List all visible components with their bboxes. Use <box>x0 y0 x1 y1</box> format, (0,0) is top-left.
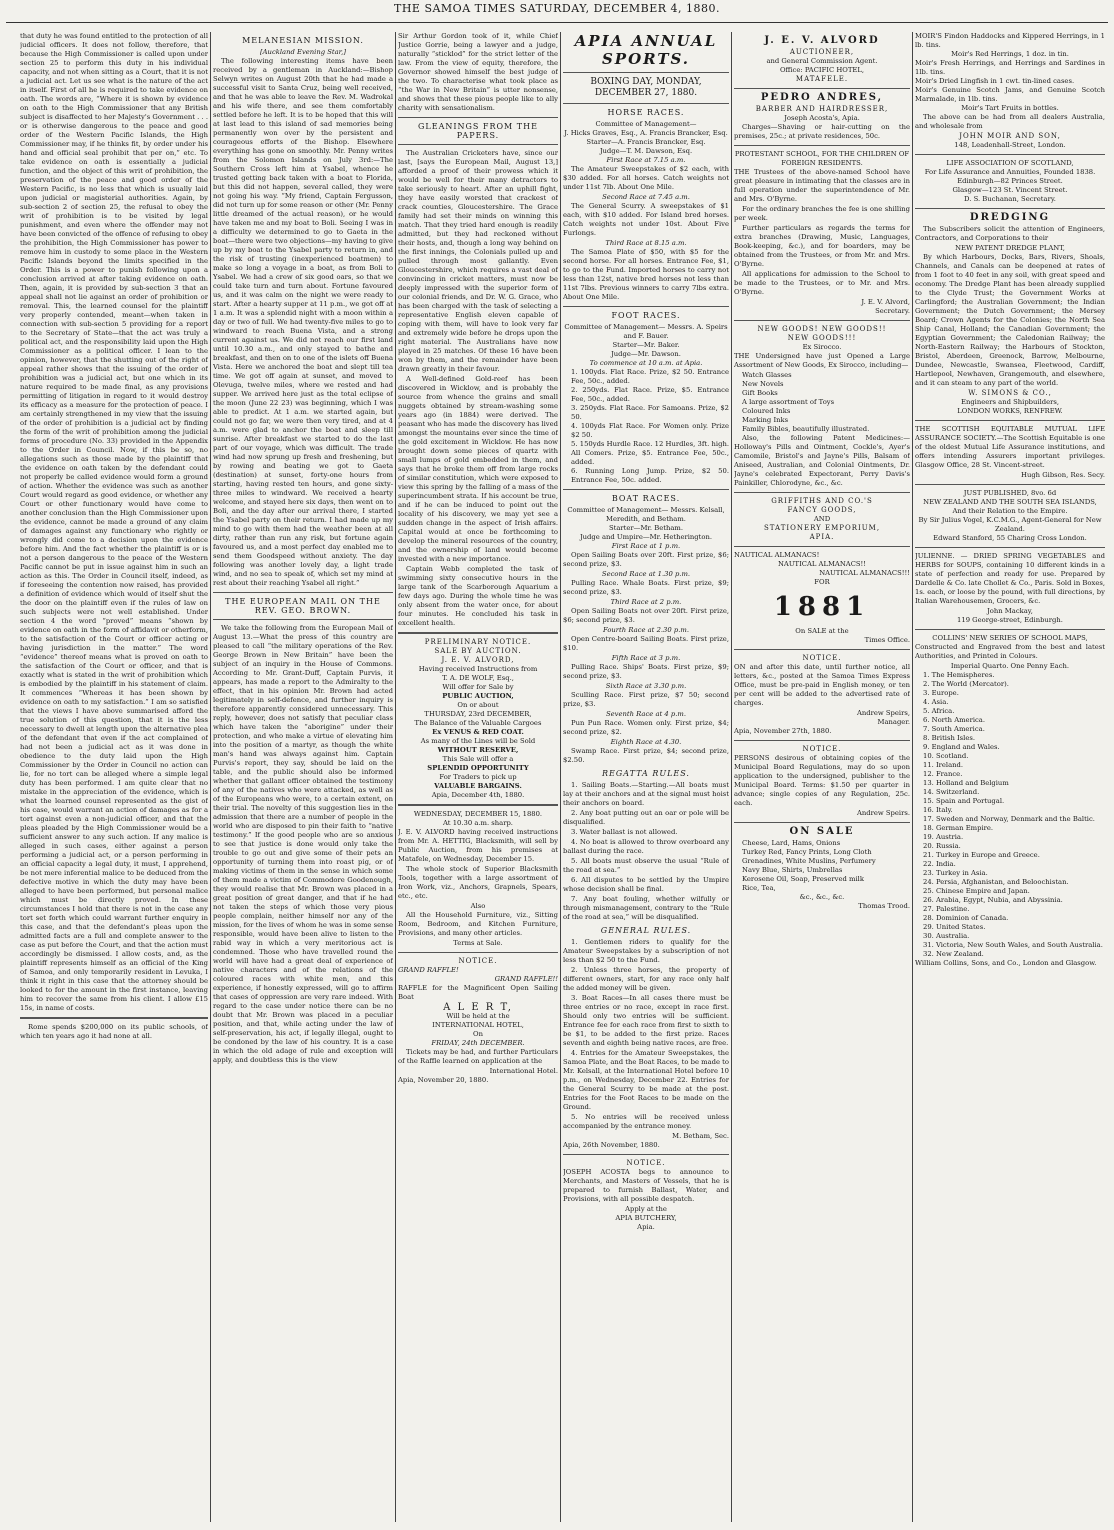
signature: Andrew Speirs, <box>857 709 910 717</box>
notice-line: Ex VENUS & RED COAT. <box>432 728 524 736</box>
notice-line: By which Harbours, Docks, Bars, Rivers, Shoals, Channels, and Canals can be deepened at rates of from 1 foot to 40 feet in any soil, with great speed and economy. The Dredge Plant has been already supplied to the Clyde Trust; the Government Works at Carlingford; the Australian Government; the Indian Government; the Dutch Government; the Mersey Board; Crown Agents for the Colonies; the North Sea Ship Canal, Holland; the Canadian Government; the Egyptian Government; the Caledonian Railway; the North-Eastern Railway; the Harbours of Stockton, Bristol, Aberdeen, Greenock, Barrow, Melbourne, Dundee, Newcastle, Swansea, Fleetwood, Cardiff, Hartlepool, Newhaven, Grangemouth, and elsewhere, and it can steam to any part of the world. <box>915 253 1105 387</box>
notice-line: W. SIMONS & CO., <box>968 389 1052 397</box>
signature: Thomas Trood. <box>858 902 910 910</box>
list-item: 6. North America. <box>923 716 986 724</box>
rule-item: 5. No entries will be received unless accompanied by the entrance money. <box>563 1113 729 1130</box>
notice-line: Joseph Acosta's, Apia. <box>784 114 860 122</box>
divider <box>398 632 558 634</box>
column-3 <box>398 32 558 1522</box>
divider <box>20 1017 208 1019</box>
foot-races-heading: FOOT RACES. <box>611 311 681 320</box>
race-time: Eighth Race at 4.30. <box>610 738 682 746</box>
list-item: Marking Inks <box>742 416 789 424</box>
notice-line: To commence at 10 a.m. at Apia. <box>589 359 703 367</box>
notice-line: THE Undersigned have just Opened a Large Assortment of New Goods, Ex Sirocco, including— <box>734 352 910 369</box>
list-item: 3. 250yds. Flat Race. For Samoans. Prize, $2 50. <box>571 404 729 421</box>
notice-line: AUCTIONEER, <box>789 48 855 56</box>
signature: M. Betham, Sec. <box>672 1132 729 1140</box>
notice-line: J. Hicks Graves, Esq., A. Francis Brancker, Esq. <box>564 129 728 137</box>
list-item: 20. Russia. <box>923 842 961 850</box>
notice-line: THE Trustees of the above-named School have great pleasure in intimating that the classes are in full operation under the superintendence of Mr. and Mrs. O'Byrne. <box>734 168 910 203</box>
race-time: Second Race at 7.45 a.m. <box>602 193 690 201</box>
european-mail-heading: THE EUROPEAN MAIL ON THE REV. GEO. BROWN. <box>225 597 381 615</box>
signature: Hugh Gibson, Res. Secy. <box>1021 471 1105 479</box>
masthead <box>0 0 1114 30</box>
regatta-rules-heading: REGATTA RULES. <box>602 769 690 778</box>
signature: William Collins, Sons, and Co., London and Glasgow. <box>915 959 1097 967</box>
column-5 <box>734 32 910 1522</box>
notice-line: For the ordinary branches the fee is one shilling per week. <box>734 205 910 222</box>
divider <box>563 489 729 490</box>
list-item: Moir's Tart Fruits in bottles. <box>961 104 1059 112</box>
notice-line: International Hotel. <box>489 1067 558 1075</box>
life-assoc-title: LIFE ASSOCIATION OF SCOTLAND, <box>946 159 1074 167</box>
foot-race-list <box>563 368 729 485</box>
notice-line: ON and after this date, until further notice, all letters, &c., posted at the Samoa Times Express Office, must be pre-paid in English money, or ten per cent will be added to the advertised rate of charges. <box>734 663 910 707</box>
notice-line: GRAND RAFFLE! <box>398 966 459 974</box>
column-1 <box>20 32 208 1522</box>
cricket-text: The Australian Cricketers have, since our last, [says the European Mail, August 13,] afforded a proof of their prowess which it would be well for their many detractors to take seriously to heart. After an uphill fight, they have easily worsted that crackest of crack counties, Gloucestershire. The Grace family had set their minds on winning this match. That they tried hard enough is readily admitted, but they had reckoned without their hosts, and, though a long way behind on the first innings, the Colonials pulled up and pulled through most gallantly. Even Gloucestershire, which requires a vast deal of convincing in cricket matters, must now be deeply impressed with the superior form of our colonial friends, and Dr. W. G. Grace, who has been charged with the task of selecting a representative English eleven capable of coping with them, will have to look very far and extremely wide before he drops upon the right material. The Australians have now played in 25 matches. Of these 16 have been won by them, and the remainder have been drawn greatly in their favour. <box>398 149 558 373</box>
municipal-notice-title: NOTICE. <box>802 745 842 753</box>
notice-line: J. E. V. ALVORD having received instructions from Mr. A. HETTIG, Blacksmith, will sell by Public Auction, from his premises at Matafele, on Wednesday, December 15. <box>398 828 558 863</box>
notice-line: LONDON WORKS, RENFREW. <box>957 407 1063 415</box>
notice-line: T. A. DE WOLF, Esq., <box>442 674 514 682</box>
rule-item: 7. Any boat fouling, whether wilfully or through mismanagement, contrary to the “Rule of the road at sea,” will be disqualified. <box>563 895 729 921</box>
notice-line: Also <box>470 902 486 910</box>
list-item: 30. Australia. <box>923 932 970 940</box>
notice-line: Also, the following Patent Medicines:—Holloway's Pills and Ointment, Cockle's, Ayer's Camomile, Bristol's and Jayne's Pills, Balsam of Aniseed, Australian, and Colonial Ointments, Dr. Jayne's celebrated Expectorant, Perry Davis's Painkiller, Chlorodyne, &c., &c. <box>734 434 910 487</box>
almanac-line-1: NAUTICAL ALMANACS! <box>734 551 820 559</box>
race-description: Open Centre-board Sailing Boats. First prize, $10. <box>563 635 729 652</box>
notice-line: Apia, December 4th, 1880. <box>431 791 525 799</box>
notice-line: NEW PATENT DREDGE PLANT, <box>955 244 1065 252</box>
notice-line: APIA BUTCHERY, <box>615 1214 677 1222</box>
race-time: Seventh Race at 4 p.m. <box>605 710 687 718</box>
divider <box>915 484 1105 485</box>
sale-by-auction: SALE BY AUCTION. <box>434 647 522 655</box>
notice-line: Starter—Mr. Baker. <box>612 341 680 349</box>
notice-line: NAUTICAL ALMANACS!!! <box>819 569 910 577</box>
signature: D. S. Buchanan, Secretary. <box>964 195 1056 203</box>
column-rule <box>560 32 561 1522</box>
notice-line: All applications for admission to the School to be made to the Trustees, or to Mr. and Mrs. O'Byrne. <box>734 270 910 296</box>
preliminary-notice-title: PRELIMINARY NOTICE. <box>424 638 532 646</box>
list-item: Rice, Tea, <box>742 884 776 892</box>
general-rules-heading: GENERAL RULES. <box>600 926 692 935</box>
dredging-title: DREDGING <box>969 212 1051 223</box>
signature: J. E. V. Alvord, <box>861 298 910 306</box>
notice-line: All the Household Furniture, viz., Sitting Room, Bedroom, and Kitchen Furniture, Provisions, and many other articles. <box>398 911 558 937</box>
divider <box>734 822 910 823</box>
list-item: 10. Scotland. <box>923 752 969 760</box>
rome-note: Rome spends $200,000 on its public schools, of which ten years ago it had none at all. <box>20 1023 208 1040</box>
on-sale-list <box>734 839 910 893</box>
race-time: First Race at 1 p.m. <box>611 542 681 550</box>
signature: John Mackay, <box>987 607 1033 615</box>
rule-item: 4. Entries for the Amateur Sweepstakes, the Samoa Plate, and the Boat Races, to be made to Mr. Kelsall, at the International Hotel before 10 p.m., on Wednesday, December 22. Entries for the General Scurry to be made at the post. Entries for the Foot Races to be made on the Ground. <box>563 1049 729 1111</box>
divider <box>734 88 910 89</box>
race-description: Open Sailing Boats not over 20ft. First prize, $6; second prize, $3. <box>563 607 729 624</box>
notice-line: Charges—Shaving or hair-cutting on the premises, 25c.; at private residences, 50c. <box>734 123 910 140</box>
notice-line: STATIONERY EMPORIUM, <box>763 524 881 532</box>
notice-line: Manager. <box>877 718 910 726</box>
notice-line: Committee of Management— <box>595 120 697 128</box>
maps-list <box>915 671 1105 959</box>
notice-line: FANCY GOODS, <box>787 506 857 514</box>
divider <box>213 592 393 593</box>
race-time: Sixth Race at 3.30 p.m. <box>605 682 687 690</box>
signature: Andrew Speirs. <box>857 809 910 817</box>
list-item: Moir's Genuine Scotch Jams, and Genuine Scotch Marmalade, in 1lb. tins. <box>915 86 1105 103</box>
race-time: Third Race at 2 p.m. <box>610 598 682 606</box>
list-item: 31. Victoria, New South Wales, and South Australia. <box>923 941 1103 949</box>
list-item: 3. Europe. <box>923 689 959 697</box>
list-item: Coloured Inks <box>742 407 791 415</box>
list-item: 25. Chinese Empire and Japan. <box>923 887 1030 895</box>
list-item: 6. Running Long Jump. Prize, $2 50. Entrance Fee, 50c. added. <box>571 467 729 484</box>
notice-line: PERSONS desirous of obtaining copies of the Municipal Board Regulations, may do so upon application to the undersigned, publisher to the Municipal Board. Terms: $1.50 per quarter in advance; single copies of any Regulation, 25c. each. <box>734 754 910 807</box>
melanesian-source: [Auckland Evening Star,] <box>260 48 346 56</box>
almanac-year: 1881 <box>773 592 871 622</box>
notice-line: For Traders to pick up <box>439 773 517 781</box>
notice-line: Glasgow—123 St. Vincent Street. <box>952 186 1068 194</box>
horse-races-heading: HORSE RACES. <box>607 108 685 117</box>
notice-line: Starter—Mr. Betham. <box>608 524 684 532</box>
notice-line: MATAFELE. <box>795 75 849 83</box>
notice-line: JOSEPH ACOSTA begs to announce to Merchants, and Masters of Vessels, that he is prepared to furnish Ballast, Water, and Provisions, with all possible despatch. <box>563 1168 729 1203</box>
list-item: Moir's Dried Lingfish in 1 cwt. tin-lined cases. <box>915 77 1075 85</box>
notice-line: Times Office. <box>864 636 910 644</box>
rule-item: 3. Water ballast is not allowed. <box>571 828 678 836</box>
list-item: 13. Holland and Belgium <box>923 779 1009 787</box>
notice-line: Office: PACIFIC HOTEL, <box>779 66 865 74</box>
notice-line: Judge—Mr. Dawson. <box>611 350 681 358</box>
column-rule <box>395 32 396 1522</box>
list-item: Grenadines, White Muslins, Perfumery <box>742 857 876 865</box>
list-item: 23. Turkey in Asia. <box>923 869 988 877</box>
column-4 <box>563 32 729 1522</box>
raffle-notice-title: NOTICE. <box>458 957 498 965</box>
express-notice-title: NOTICE. <box>802 654 842 662</box>
notice-line: Secretary. <box>875 307 910 315</box>
notice-line: APIA. <box>809 533 835 541</box>
notice-line: A L E R T, <box>443 1002 513 1013</box>
list-item: 16. Italy. <box>923 806 953 814</box>
divider <box>734 320 910 321</box>
notice-line: NEW ZEALAND AND THE SOUTH SEA ISLANDS, <box>923 498 1097 506</box>
rule-item: 1. Sailing Boats.—Starting.—All boats must lay at their anchors and at the signal must hoist their anchors on board. <box>563 781 729 807</box>
notice-line: The whole stock of Superior Blacksmith Tools, together with a large assortment of Iron Work, viz., Anchors, Grapnels, Spears, etc., etc. <box>398 865 558 900</box>
wednesday-date: WEDNESDAY, DECEMBER 15, 1880. <box>413 810 543 818</box>
divider <box>398 144 558 145</box>
notice-line: On <box>473 1030 483 1038</box>
column-2 <box>213 32 393 1522</box>
collins-title: COLLINS' NEW SERIES OF SCHOOL MAPS, <box>932 634 1088 642</box>
julienne: JULIENNE. — DRIED SPRING VEGETABLES and HERBS for SOUPS, containing 10 different kinds in a state of perfection and ready for use. Prepared by Dardelle & Co. late Chollet & Co., Paris. Sold in Boxes, 1s. each, or loose by the pound, with full directions, by Italian Warehousemen, Grocers, &c. <box>915 552 1105 605</box>
pedro-name: PEDRO ANDRES, <box>760 92 884 103</box>
rule-item: 4. No boat is allowed to throw overboard any ballast during the race. <box>563 838 729 855</box>
notice-line: BARBER AND HAIRDRESSER, <box>755 105 889 113</box>
scottish-equitable: THE SCOTTISH EQUITABLE MUTUAL LIFE ASSURANCE SOCIETY.—The Scottish Equitable is one of the oldest Mutual Life Assurance institutions, and offers intending Assurers important privileges. Glasgow Office, 28 St. Vincent-street. <box>915 425 1105 469</box>
race-description: Swamp Race. First prize, $4; second prize, $2.50. <box>563 747 729 764</box>
notice-line: Having received Instructions from <box>418 665 538 673</box>
list-item: 17. Sweden and Norway, Denmark and the Baltic. <box>923 815 1095 823</box>
list-item: 11. Ireland. <box>923 761 964 769</box>
notice-line: And their Relation to the Empire. <box>952 507 1068 515</box>
list-item: MOIR'S Findon Haddocks and Kippered Herrings, in 1 lb. tins. <box>915 32 1105 49</box>
notice-line: Apia, 26th November, 1880. <box>563 1141 660 1149</box>
divider <box>563 72 729 73</box>
notice-line: &c., &c., &c. <box>799 893 845 901</box>
notice-line: Judge—T. M. Dawson, Esq. <box>599 147 693 155</box>
gleanings-heading: GLEANINGS FROM THE PAPERS. <box>418 122 538 140</box>
list-item: Moir's Red Herrings, 1 doz. in tin. <box>951 50 1069 58</box>
notice-line: WITHOUT RESERVE, <box>437 746 519 754</box>
rule-item: 1. Gentlemen riders to qualify for the Amateur Sweepstakes by a subscription of not less than $2 50 to the Fund. <box>563 938 729 964</box>
divider <box>398 952 558 953</box>
list-item: 2. 250yds. Flat Race. Prize, $5. Entrance Fee, 50c., added. <box>571 386 729 403</box>
list-item: Navy Blue, Shirts, Umbrellas <box>742 866 843 874</box>
divider <box>398 117 558 118</box>
rule-item: 5. All boats must observe the usual “Rule of the road at sea.” <box>563 857 729 874</box>
masthead-title: THE SAMOA TIMES SATURDAY, DECEMBER 4, 1880. <box>393 2 721 15</box>
notice-line: This Sale will offer a <box>442 755 514 763</box>
alvord-name: J. E. V. ALVORD <box>764 35 880 46</box>
notice-line: At 10.30 a.m. sharp. <box>443 819 513 827</box>
moir-firm: JOHN MOIR AND SON, <box>959 132 1061 140</box>
rule-item: 2. Unless three horses, the property of different owners, start, for any race only half the added money will be given. <box>563 966 729 992</box>
race-description: The Amateur Sweepstakes of $2 each, with $30 added. For all horses. Catch weights not under 11st 7lb. About One Mile. <box>563 165 729 191</box>
notice-line: The Balance of the Valuable Cargoes <box>414 719 542 727</box>
race-description: Sculling Race. First prize, $7 50; second prize, $3. <box>563 691 729 708</box>
list-item: 28. Dominion of Canada. <box>923 914 1009 922</box>
griffiths-title: GRIFFITHS AND CO.'S <box>771 497 873 505</box>
column-6 <box>915 32 1105 1522</box>
rule-item: 6. All disputes to be settled by the Umpire whose decision shall be final. <box>563 876 729 893</box>
notice-line: NEW GOODS!!! <box>787 334 857 342</box>
race-time: Fifth Race at 3 p.m. <box>611 654 681 662</box>
race-description: Open Sailing Boats over 20ft. First prize, $6; second prize, $3. <box>563 551 729 568</box>
melanesian-text: The following interesting items have been received by a gentleman in Auckland:—Bishop Selwyn writes on August 20th that he had made a successful visit to Santa Cruz, being well received, and that he was able to leave the Rev. M. Wadrokal and his wife there, and see them comfortably settled before he left. It is to be hoped that this will at last lead to this island of sad memories being permanently won over by the persistent and courageous efforts of the Bishop. Elsewhere everything has gone on smoothly. Mr. Penny writes from the Solomon Islands on July 3rd:—The Southern Cross left him at Ysabel, whence he trusted getting back taken with a boat to Florida, but this did not happen, several called, they were not going his way. “My friend, Captain Fergusson, did not turn up for some reason or other (Mr. Penny little dreamed of the actual reason), or he would have taken me and my boat to Boli. Seeing I was in a difficulty we determined to go to Gaeta in the boat—there were two objections—my having to give up by my boat to the Ysabel party to return in, and the risk of trusting (inexperienced boatmen) to make so long a voyage in a boat, as from Boli to Ysabel. We had a crew of six good oars, so that we could take turn and turn about. Fortune favoured us, and it was calm on the night we were ready to start. After a hearty supper at 11 p.m., we got off at 1 a.m. It was a splendid night with a moon within a day or two of full. We had twenty-five miles to go to windward to reach Buena Vista, and a strong current against us. We did not reach our first land until 10.30 a.m., and only stayed to bathe and breakfast, and then on to one of the islets off Buena Vista. Here we anchored the boat and slept till tea time. We got off again at sunset, and moved to Olevuga, twelve miles, where we rested and had supper. We arrived here just as the total eclipse of the moon (June 22 23) was beginning, which I was able to predict. At 1 a.m. we started again, but could not go far, we were then very tired, and at 4 a.m. were glad to anchor the boat and sleep till sunrise. After breakfast we started to do the last part of our voyage, which was difficult. The trade wind had now sprung up fresh and freshening, but by rowing and beating we got to Gaeta (destination) at sunset, forty-one hours from starting, having rested ten hours, and gone sixty-three miles to windward. We received a hearty welcome, and stayed here six days, then went on to Boli, and the day after our arrival there, I started the Ysabel party on their return. I had made up my mind to go with them had the weather been at all dirty, rather than run any risk, but fortune again favoured us, and a most perfect day enabled me to send them Goodspeed without anxiety. The day following was another lovely day, a light trade wind, and no sea to speak of, which set my mind at rest about their reaching Ysabel all right.” <box>213 57 393 587</box>
notice-line: Apply at the <box>625 1205 667 1213</box>
divider <box>563 306 729 307</box>
gordon-text: Sir Arthur Gordon took of it, while Chief Justice Gorrie, being a lawyer and a judge, naturally “sticklod” for the strict letter of the law. From the view of equity, therefore, the Governor showed himself the best judge of the two. To characterise what took place as “the War in New Britain” is utter nonsense, and shows that these pious people like to ally charity with sensationalism. <box>398 32 558 112</box>
list-item: 21. Turkey in Europe and Greece. <box>923 851 1040 859</box>
auctioneer-name: J. E. V. ALVORD, <box>441 656 515 664</box>
notice-line: Apia, November 20, 1880. <box>398 1076 489 1084</box>
list-item: 1. The Hemispheres. <box>923 671 995 679</box>
notice-line: As many of the Lines will be Sold <box>420 737 536 745</box>
list-item: Turkey Red, Fancy Prints, Long Cloth <box>742 848 872 856</box>
notice-line: AND <box>813 515 831 523</box>
list-item: New Novels <box>742 380 784 388</box>
list-item: 32. New Zealand. <box>923 950 984 958</box>
notice-line: The Subscribers solicit the attention of Engineers, Contractors, and Corporations to their <box>915 225 1105 242</box>
just-published: JUST PUBLISHED, 8vo. 6d <box>963 489 1057 497</box>
notice-line: VALUABLE BARGAINS. <box>434 782 522 790</box>
notice-line: NAUTICAL ALMANACS!! <box>777 560 867 568</box>
notice-line: PUBLIC AUCTION, <box>442 692 514 700</box>
judgment-text: that duty he was found entitled to the protection of all judicial officers. It does not follow, therefore, that because the High Commissioner is called upon under section 25 to perform this duty in his individual capacity, and not when sitting as a Court, that it is not a judicial act. Let us see what is the nature of the act in itself. First of all he is required to take evidence on oath. The words are, “Where it is shown by evidence on oath to the High Commissioner that any British subject is disaffected to her Majesty's Government . . . or is otherwise dangerous to the peace and good order of the Western Pacific Islands, the High Commissioner may, if he thinks fit, by order under his hand and official seal prohibit that per on,” etc. To take evidence on oath is essentially a judicial function, and the object of this writ of prohibition, the preservation of the peace and good order of the Western Pacific, is no less that which is usually laid upon judicial or magisterial authorities. Again, by sub-section 2 of section 25, the refusal to obey the writ of prohibition is to be visited by legal punishment, and even where the offender may not have been convicted of the offence of refusing to obey the prohibition, the High Commissioner has power to remove him in custody to some place in the Western Pacific Islands beyond the limits specified in the Order. This is a power to punish following upon a conclusion arrived at after taking evidence on oath. Then, again, it is provided by sub-section 3 that an appeal shall not lie against an order of prohibition or removal. This, the learned counsel for the plaintiff very properly contended, meant—when taken in connection with sub-section 5 providing for a report to the Secretary of State—that the act was truly a political act, and the responsibility laid upon the High Commissioner as a political officer. I lean to the opinion, however, that the shutting out of the right of appeal rather shows that the issuing of the order of prohibition was a judicial act, but one which in its nature required to be made final, as any provisions permitting of litigation in regard to it would destroy its efficacy as a measure for the protection of peace. I am certainly strengthened in my view that the issuing of the order of prohibition is a judicial act by finding the form of the writ of prohibition among the judicial forms of procedure (No. 33) provided in the Appendix to the Order in Council. Now, if this be so, no allegations such as those made by the plaintiff that the evidence on oath taken by the defendant could not properly be called evidence would form a ground of action. Whether the evidence was such as another Court would regard as good evidence, or whether any Court or other functionary would have come to another conclusion than the High Commissioner upon the evidence, cannot be made a ground of any claim of damages against any functionary who rightly or wrongly did come to a decision upon the evidence before him. And the fact whether the plaintiff is or is not a person dangerous to the peace of the Western Pacific cannot be put in issue against him in such an action as this. The Order in Council itself, indeed, as if foreseeing the contention now raised, has provided a definition of evidence which would of itself shut the the door on the plaintiff even if the rules of law on such subjects were not well established. Under section 4 the word “proved” means “shown by evidence on oath in the form of affidavit or otherform, to the satisfaction of the Court or officer acting or having jurisdiction in the matter.” The word “evidence” thereof means what is proved on oath to the satisfaction of the Court or officer, and that is exactly what is stated in the writ of prohibition which is embodied by the plaintiff in his statement of claim. It commences “Whereas it has been shown by evidence on oath to my satisfaction.” I am so satisfied that the views I have above summarised afford the true solution of this question, that it is the less necessary to dwell at length upon the alternative plea of the defendant that even if the act complained of had not been a judicial act as it was done in obedience to the duty laid upon the High Commissioner by the Order in Council no action can lie, for no tort can be alleged where a simple legal duty has been performed. I am quite clear that no mistake in the appreciation of the evidence, which is what the learned counsel represented as the gist of his case, would warrant an action of damages as for a tort against even a non-judicial officer, and that the pleas pleaded by the High Commissioner would be a sufficient answer to any such action. If any malice is alleged in such cases, either against a person performing a judicial act, or a person performing in an official capacity a legal duty, it must, I apprehend, be not mere inferential malice to be deduced from the defective motive in which the duty may have been alleged to have been performed, but personal malice which must be directly proved. In these circumstances I hold that there is not in the case any tort set forth which could warrant further enquiry in this case, and that the defendant's pleas upon the admitted facts are a full and complete answer to the case as put before the Court, and that the action must accordingly be dismissed. I allow costs, and, as the plaintiff represents himself as an official of the King of Samoa, and only temporarily resident in Levuka, I think it right in this case that the attorney should be looked to for the amount in the first instance, leaving him to recover the same from his client. I allow £15 15s, in name of costs. <box>20 32 208 1012</box>
race-description: Pulling Race. Whale Boats. First prize, $9; second prize, $3. <box>563 579 729 596</box>
list-item: 9. England and Wales. <box>923 743 1000 751</box>
race-time: Second Race at 1.30 p.m. <box>601 570 691 578</box>
european-mail-text: We take the following from the European Mail of August 13.—What the press of this country are pleased to call “the military operations of the Rev. George Brown in New Britain” have been the subject of an inquiry in the House of Commons. According to Mr. Grant-Duff, Captain Purvis, it appears, has made a report to the Admiralty to the effect, that in his opinion Mr. Brown had acted legitimately in self-defence, and further inquiry is therefore apparently considered unnecessary. This reply, however, does not satisfy that peculiar class which have taken the “aborigine” under their protection, and who make a virtue of elevating him into the position of a martyr, as though the white man's hand was always against him. Captain Purvis's report, they say, should be laid on the table, and the public should also be informed whether that gallant officer obtained the testimony of any of the natives who were attacked, as well as of the Europeans who were, to a certain extent, on their trial. The novelty of this suggestion lies in the admission that there are a number of people in the world who are disposed to pin their faith to “native testimony.” If the good people who are so anxious to see that justice is done would only take the trouble to go out and give some of their pets an opportunity of turning them into roast pig, or of making victims of them in the sense in which some of them made a victim of Commodore Goodenough, they would realise that Mr. Brown was placed in a great position of great danger, and that if he had not taken the steps of which those very pious people complain, neither himself nor any of the mission, for the lives of whom he was in some sense responsible, would have been alive to listen to the rabid way in which a very meritorious act is condemned. Those who have travelled round the world will have had a great deal of experience of native characters and of the relations of the coloured races with white men, and this experience, if honestly expressed, will go to affirm that cases of oppression are very rare indeed. With regard to the case under notice there can be no doubt that Mr. Brown was placed in a peculiar position, and that, while acting under the law of self-preservation, his act, if legally illegal, ought to be condoned by the law of his country. It is a case in which the old adage of rule and exception will apply, and doubtless this is the view <box>213 624 393 1064</box>
divider <box>915 547 1105 548</box>
notice-line: Engineers and Shipbuilders, <box>960 398 1060 406</box>
list-item: 2. The World (Mercator). <box>923 680 1009 688</box>
list-item: 29. United States. <box>923 923 986 931</box>
race-description: Pulling Race. Ships' Boats. First prize, $9; second prize, $3. <box>563 663 729 680</box>
notice-line: Committee of Management— Messrs. Kelsall, Meredith, and Betham. <box>567 506 725 523</box>
boat-races-heading: BOAT RACES. <box>611 494 681 503</box>
notice-line: RAFFLE for the Magnificent Open Sailing Boat <box>398 984 558 1001</box>
list-item: Family Bibles, beautifully illustrated. <box>742 425 870 433</box>
moir-list <box>915 32 1105 113</box>
notice-line: Tickets may be had, and further Particulars of the Raffle learned on application at the <box>398 1048 558 1065</box>
divider <box>398 804 558 806</box>
notice-line: On or about <box>457 701 499 709</box>
notice-line: On SALE at the <box>795 627 849 635</box>
list-item: Cheese, Lard, Hams, Onions <box>742 839 841 847</box>
divider <box>563 1154 729 1155</box>
divider <box>915 154 1105 155</box>
notice-line: Edinburgh—82 Princes Street. <box>957 177 1063 185</box>
divider <box>734 649 910 650</box>
notice-line: Committee of Management— Messrs. A. Speirs and F. Bauer. <box>564 323 728 340</box>
notice-line: Apia, November 27th, 1880. <box>734 727 832 735</box>
sports-subtitle: BOXING DAY, MONDAY, DECEMBER 27, 1880. <box>590 77 702 98</box>
notice-line: and General Commission Agent. <box>766 57 878 65</box>
list-item: 18. German Empire. <box>923 824 994 832</box>
divider <box>734 740 910 741</box>
list-item: Kerosene Oil, Soap, Preserved milk <box>742 875 864 883</box>
divider <box>734 145 910 146</box>
column-rule <box>912 32 913 1522</box>
race-description: The Samoa Plate of $50, with $5 for the second horse. For all horses. Entrance Fee, $1, to go to the Fund. Imported horses to carry not less than 12st, native bred horses not less than 11st 7lbs. Previous winners to carry 7lbs extra. About One Mile. <box>563 248 729 301</box>
notice-line: THURSDAY, 23rd DECEMBER, <box>424 710 532 718</box>
column-rule <box>210 32 211 1522</box>
race-time: Fourth Race at 2.30 p.m. <box>602 626 689 634</box>
divider <box>734 492 910 493</box>
webb-text: Captain Webb completed the task of swimming sixty consecutive hours in the large tank of the Scarborough Aquarium a few days ago. During the whole time he was only absent from the water once, for about four minutes. He concluded his task in excellent health. <box>398 565 558 627</box>
gold-text: A Well-defined Gold-reef has been discovered in Wicklow, and is probably the source from whence the grains and small nuggets obtained by stream-washing some years ago (in 1884) were derived. The peasant who has made the discovery has lived amongst the mountains ever since the time of the gold excitement in Wicklow. He has now brought down some pieces of quartz with small lumps of gold embedded in them, and says that he broke them off from large rocks of similar constitution, which were exposed to view this spring by the falling of a mass of the superincumbent strata. If his account be true, and if he can be induced to point out the locality of his discovery, we may yet see a sudden change in the aspect of Irish affairs. Capital would at once be forthcoming to develop the mineral resources of the country, and the ownership of land would become invested with a new importance. <box>398 375 558 563</box>
notice-line: Apia. <box>637 1223 655 1231</box>
divider <box>734 546 910 547</box>
list-item: 12. France. <box>923 770 963 778</box>
list-item: 19. Austria. <box>923 833 964 841</box>
list-item: 15. Spain and Portugal. <box>923 797 1005 805</box>
notice-line: Will offer for Sale by <box>442 683 514 691</box>
notice-line: By Sir Julius Vogel, K.C.M.G., Agent-General for New Zealand. <box>918 516 1102 533</box>
notice-line: The above can be had from all dealers Australia, and wholesale from <box>915 113 1105 130</box>
notice-line: Starter—A. Francis Brancker, Esq. <box>586 138 706 146</box>
column-rule <box>731 32 732 1522</box>
divider <box>563 103 729 104</box>
divider <box>915 420 1105 421</box>
melanesian-heading: MELANESIAN MISSION. <box>242 36 364 45</box>
list-item: 27. Palestine. <box>923 905 970 913</box>
notice-line: Will be held at the <box>446 1012 510 1020</box>
race-description: Pun Pun Race. Women only. First prize, $4; second prize, $2. <box>563 719 729 736</box>
masthead-rule <box>6 22 1108 23</box>
notice-line: SPLENDID OPPORTUNITY <box>427 764 529 772</box>
notice-line: 148, Leadenhall-Street, London. <box>954 141 1066 149</box>
notice-line: GRAND RAFFLE!! <box>494 975 558 983</box>
list-item: 1. 100yds. Flat Race. Prize, $2 50. Entrance Fee, 50c., added. <box>571 368 729 385</box>
sports-title: APIA ANNUAL SPORTS. <box>574 32 718 68</box>
notice-line: INTERNATIONAL HOTEL, <box>432 1021 524 1029</box>
list-item: 4. 100yds Flat Race. For Women only. Prize $2 50. <box>571 422 729 439</box>
list-item: 4. Asia. <box>923 698 949 706</box>
divider <box>915 208 1105 209</box>
list-item: Moir's Fresh Herrings, and Herrings and Sardines in 1lb. tins. <box>915 59 1105 76</box>
race-time: First Race at 7.15 a.m. <box>606 156 686 164</box>
list-item: 7. South America. <box>923 725 985 733</box>
notice-line: FOR <box>814 578 830 586</box>
notice-line: For Life Assurance and Annuities, Founded 1838. <box>924 168 1096 176</box>
list-item: 22. India. <box>923 860 956 868</box>
goods-list <box>734 371 910 434</box>
rule-item: 2. Any boat putting out an oar or pole will be disqualified. <box>563 809 729 826</box>
race-description: The General Scurry. A sweepstakes of $1 each, with $10 added. For Island bred horses. Catch weights not under 10st. About Five Furlongs. <box>563 202 729 237</box>
acosta-notice-title: NOTICE. <box>626 1159 666 1167</box>
divider <box>213 619 393 620</box>
list-item: 14. Switzerland. <box>923 788 980 796</box>
notice-line: Judge and Umpire—Mr. Hetherington. <box>579 533 713 541</box>
list-item: Watch Glasses <box>742 371 792 379</box>
divider <box>915 629 1105 630</box>
list-item: A large assortment of Toys <box>742 398 835 406</box>
notice-line: Further particulars as regards the terms for extra branches (Drawing, Music, Languages, Book-keeping, &c.), and for boarders, may be obtained from the Trustees, or from Mr. and Mrs. O'Byrne. <box>734 224 910 268</box>
notice-line: Terms at Sale. <box>453 939 503 947</box>
notice-line: Constructed and Engraved from the best and latest Authorities, and Printed in Colours. <box>915 643 1105 660</box>
notice-line: FRIDAY, 24th DECEMBER. <box>431 1039 525 1047</box>
school-title: PROTESTANT SCHOOL, FOR THE CHILDREN OF FOREIGN RESIDENTS. <box>734 150 910 167</box>
list-item: 8. British Isles. <box>923 734 976 742</box>
list-item: 26. Arabia, Egypt, Nubia, and Abyssinia. <box>923 896 1063 904</box>
rule-item: 3. Boat Races—In all cases there must be three entries or no race, except in race first. Should only two entries will be sufficient. Entrance fee for each race from first to sixth to be $1, to be added to the first prize. Races seventh and eighth being native races, are free. <box>563 994 729 1047</box>
notice-line: Imperial Quarto. One Penny Each. <box>950 662 1070 670</box>
list-item: 5. Africa. <box>923 707 955 715</box>
race-time: Third Race at 8.15 a.m. <box>605 239 687 247</box>
new-goods-title: NEW GOODS! NEW GOODS!! <box>757 325 887 333</box>
list-item: 5. 150yds Hurdle Race. 12 Hurdles, 3ft. high. All Comers. Prize, $5. Entrance Fee, 50c., added. <box>571 440 729 466</box>
on-sale-title: ON SALE <box>789 826 855 837</box>
list-item: Gift Books <box>742 389 778 397</box>
notice-line: Edward Stanford, 55 Charing Cross London. <box>933 534 1087 542</box>
notice-line: 119 George-street, Edinburgh. <box>957 616 1063 624</box>
list-item: 24. Persia, Afghanistan, and Beloochistan. <box>923 878 1069 886</box>
notice-line: Ex Sirocco. <box>802 343 842 351</box>
